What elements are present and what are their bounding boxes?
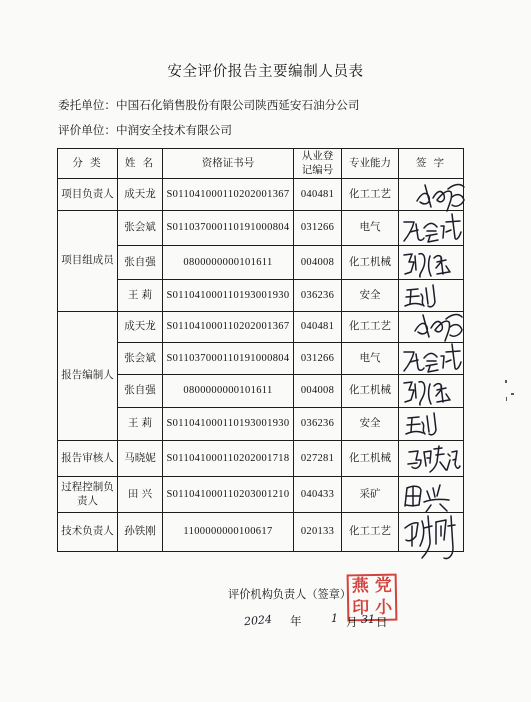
table-row [58, 477, 464, 513]
signature-cell [399, 246, 464, 280]
specialty-cell: 化工机械 [342, 246, 399, 280]
category-cell: 项目组成员 [58, 211, 118, 312]
certificate-cell: S011041000110193001930 [163, 280, 294, 312]
registration-cell: 031266 [294, 211, 342, 246]
scan-speck [505, 380, 507, 383]
certificate-cell: S011037000110191000804 [163, 211, 294, 246]
evaluator-label: 评价单位： [58, 123, 116, 137]
scan-speck [506, 397, 507, 401]
table-row [58, 408, 464, 441]
specialty-cell: 电气 [342, 343, 399, 375]
signature-cell [399, 312, 464, 343]
evaluator-line [58, 122, 232, 138]
signature-cell [399, 343, 464, 375]
specialty-cell: 电气 [342, 211, 399, 246]
specialty-cell: 化工机械 [342, 441, 399, 477]
table-row [58, 513, 464, 552]
date-month-unit: 月 [346, 615, 358, 629]
date-year-unit: 年 [290, 614, 302, 628]
specialty-cell: 化工机械 [342, 375, 399, 408]
certificate-cell: S011041000110193001930 [163, 408, 294, 441]
category-cell: 过程控制负责人 [58, 477, 118, 513]
seal-char: 燕 [351, 576, 369, 597]
registration-cell: 040481 [294, 312, 342, 343]
name-cell: 张自强 [118, 375, 163, 408]
registration-cell: 004008 [294, 375, 342, 408]
seal-char: 党 [374, 575, 392, 597]
scan-speck [511, 393, 514, 395]
evaluator-name: 中润安全技术有限公司 [115, 123, 232, 137]
table-row [58, 312, 464, 343]
registration-cell: 036236 [294, 408, 342, 441]
registration-cell: 020133 [294, 513, 342, 552]
certificate-cell: S011041000110202001718 [163, 441, 294, 477]
signature-cell [399, 211, 464, 246]
name-cell: 张会斌 [118, 343, 163, 375]
header-row [58, 149, 464, 179]
header-name: 姓 名 [118, 149, 163, 179]
registration-cell: 027281 [294, 441, 342, 477]
name-cell: 田 兴 [118, 477, 163, 513]
table-row [58, 375, 464, 408]
document-title: 安全评价报告主要编制人员表 [167, 64, 364, 80]
signature-cell [399, 441, 464, 477]
registration-cell: 036236 [294, 280, 342, 312]
certificate-cell: 0800000000101611 [163, 246, 294, 280]
specialty-cell: 采矿 [342, 477, 399, 513]
seal-char: 小 [375, 597, 393, 618]
registration-cell: 040433 [294, 477, 342, 513]
header-registration-line1: 从业登 [301, 150, 334, 163]
name-cell: 成天龙 [118, 179, 163, 211]
registration-cell: 040481 [294, 179, 342, 211]
header-certificate: 资格证书号 [163, 149, 294, 179]
header-signature: 签 字 [399, 149, 464, 179]
category-cell: 项目负责人 [58, 179, 118, 211]
signature-cell [399, 513, 464, 552]
date-day: 31 [361, 613, 375, 626]
client-label: 委托单位： [58, 98, 116, 112]
signature-cell [399, 477, 464, 513]
registration-cell: 031266 [294, 343, 342, 375]
header-registration-line2: 记编号 [301, 163, 334, 176]
seal-char: 印 [352, 597, 370, 619]
certificate-cell: S011041000110202001367 [163, 179, 294, 211]
date-year: 2024 [243, 612, 273, 629]
header-specialty: 专业能力 [342, 149, 399, 179]
header-category: 分 类 [58, 149, 118, 179]
certificate-cell: 1100000000100617 [163, 513, 294, 552]
table-row [58, 179, 464, 211]
registration-cell: 004008 [294, 246, 342, 280]
name-cell: 王 莉 [118, 280, 163, 312]
name-cell: 王 莉 [118, 408, 163, 441]
staff-table [57, 148, 464, 552]
date-day-unit: 日 [376, 615, 388, 629]
name-cell: 张会斌 [118, 211, 163, 246]
client-line [58, 97, 359, 113]
name-cell: 孙铁刚 [118, 513, 163, 552]
table-row [58, 343, 464, 375]
certificate-cell: S011041000110203001210 [163, 477, 294, 513]
client-name: 中国石化销售股份有限公司陕西延安石油分公司 [115, 98, 360, 112]
table-row [58, 280, 464, 312]
specialty-cell: 化工工艺 [342, 312, 399, 343]
specialty-cell: 化工工艺 [342, 179, 399, 211]
signoff-label: 评价机构负责人（签章） [228, 588, 352, 601]
category-cell: 报告编制人 [58, 312, 118, 441]
specialty-cell: 安全 [342, 280, 399, 312]
name-cell: 成天龙 [118, 312, 163, 343]
personal-seal [347, 574, 398, 622]
signature-cell [399, 179, 464, 211]
name-cell: 张自强 [118, 246, 163, 280]
table-row [58, 211, 464, 246]
signature-cell [399, 408, 464, 441]
category-cell: 技术负责人 [58, 513, 118, 552]
certificate-cell: S011037000110191000804 [163, 343, 294, 375]
specialty-cell: 化工工艺 [342, 513, 399, 552]
header-registration [294, 149, 342, 179]
table-row [58, 246, 464, 280]
certificate-cell: S011041000110202001367 [163, 312, 294, 343]
certificate-cell: 0800000000101611 [163, 375, 294, 408]
date-month: 1 [331, 612, 338, 625]
category-cell: 报告审核人 [58, 441, 118, 477]
name-cell: 马晓妮 [118, 441, 163, 477]
signature-cell [399, 280, 464, 312]
specialty-cell: 安全 [342, 408, 399, 441]
signature-cell [399, 375, 464, 408]
table-row [58, 441, 464, 477]
